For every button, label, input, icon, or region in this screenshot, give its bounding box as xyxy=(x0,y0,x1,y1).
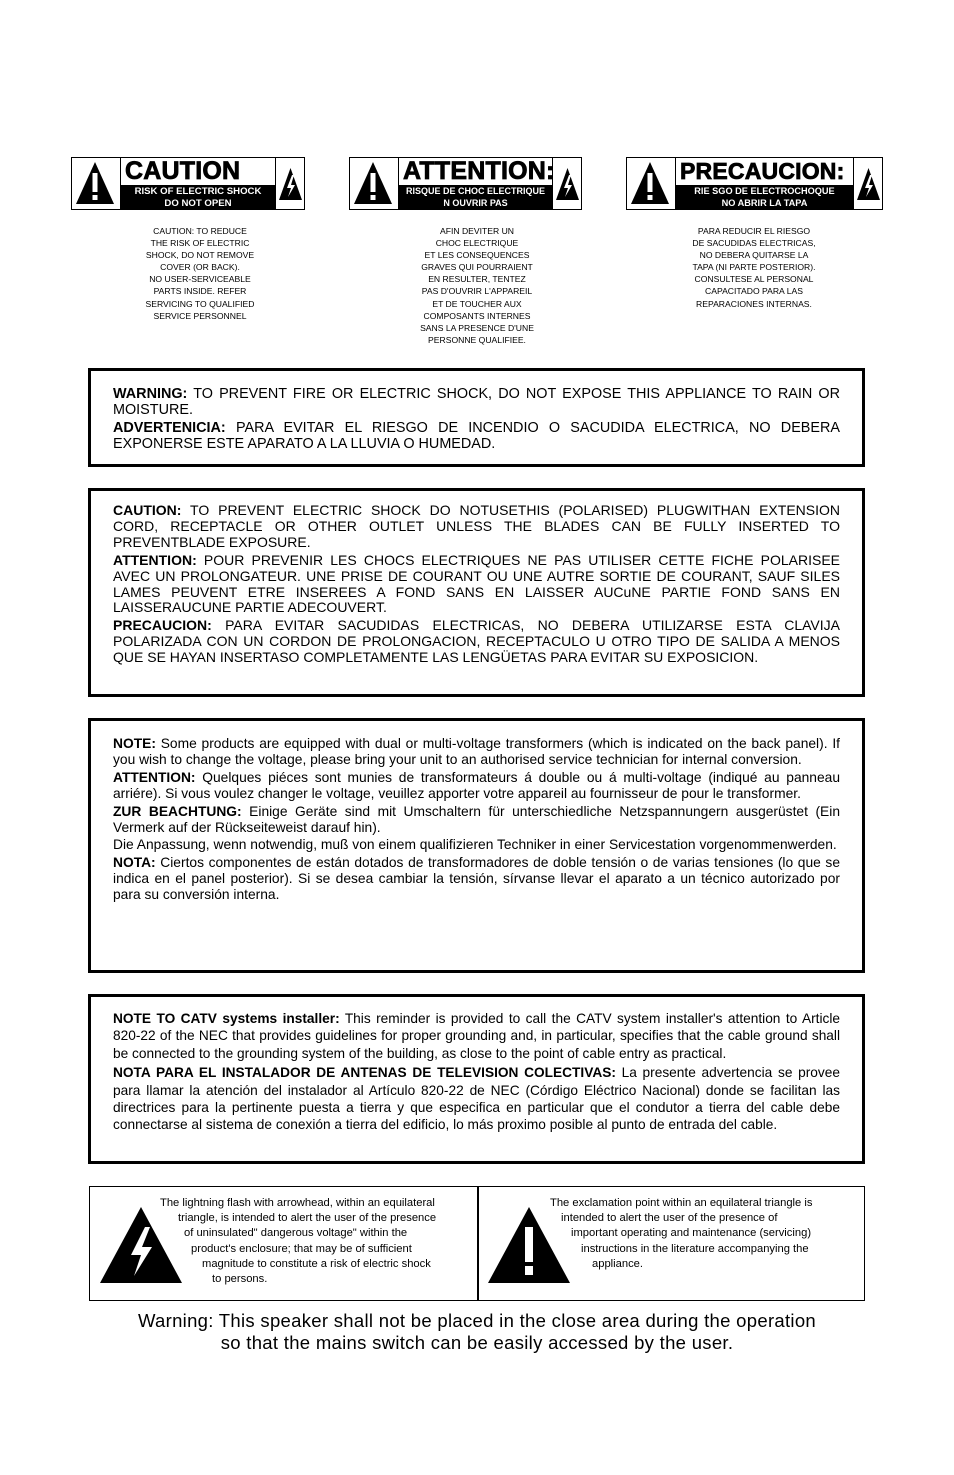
text-line: GRAVES QUI POURRAIENT xyxy=(421,262,533,273)
symbol-explanation-box xyxy=(89,1186,865,1301)
warning-paragraph xyxy=(113,386,840,419)
advertencia-label: ADVERTENICIA: xyxy=(113,419,226,436)
text-line: SERVICING TO QUALIFIED xyxy=(145,298,255,309)
zur-beachtung-label: ZUR BEACHTUNG: xyxy=(113,803,242,819)
attention-paragraph xyxy=(113,770,840,802)
nota-label: NOTA: xyxy=(113,855,156,871)
catv-spanish-paragraph xyxy=(113,1064,840,1134)
zur-beachtung-paragraph xyxy=(113,804,840,836)
text-line: magnitude to constitute a risk of electric shock xyxy=(202,1257,431,1270)
precaucion-heading: PRECAUCION: xyxy=(676,158,853,184)
warning-label: WARNING: xyxy=(113,386,188,402)
attention-paragraph xyxy=(113,553,840,617)
attention-label xyxy=(349,157,582,210)
text-line: REPARACIONES INTERNAS. xyxy=(696,298,812,309)
caution-paragraph xyxy=(113,503,840,551)
catv-note-box xyxy=(88,994,865,1164)
zur-beachtung-text: Einige Geräte sind mit Umschaltern für unterschiedliche Netzspannungern ausgerüstet (Ein Vermerk auf der Rückseiteweist darauf hin). xyxy=(113,803,840,835)
precaucion-label xyxy=(626,157,883,210)
lightning-triangle-icon xyxy=(554,158,581,208)
exclamation-triangle-icon xyxy=(350,158,396,208)
exclamation-triangle-icon xyxy=(627,158,673,208)
warning-text: TO PREVENT FIRE OR ELECTRIC SHOCK, DO NOT EXPOSE THIS APPLIANCE TO RAIN OR MOISTURE. xyxy=(113,386,840,419)
speaker-placement-warning xyxy=(0,1310,954,1354)
text-line: The exclamation point within an equilateral triangle is xyxy=(550,1197,813,1209)
caution-label xyxy=(71,157,305,210)
caution-spanish-text xyxy=(686,225,822,310)
attention-bar xyxy=(399,185,552,209)
attention-heading: ATTENTION: xyxy=(399,158,552,184)
text-line: of uninsulated" dangerous voltage" within the xyxy=(184,1227,408,1240)
text-line: intended to alert the user of the presence of xyxy=(561,1212,778,1225)
polarised-plug-box xyxy=(88,488,865,697)
attention-bar-line: RISQUE DE CHOC ELECTRIQUE xyxy=(405,186,545,196)
precaucion-label-text: PRECAUCION: xyxy=(113,617,212,634)
exclamation-triangle-icon xyxy=(72,158,118,208)
caution-heading: CAUTION xyxy=(121,158,275,184)
voltage-note-box xyxy=(88,718,865,973)
text-line: TAPA (NI PARTE POSTERIOR). xyxy=(692,262,816,273)
anpassung-paragraph: Die Anpassung, wenn notwendig, muß von einem qualifizieren Techniker in einer Servicestation vorgenommenwerden. xyxy=(113,837,837,853)
warning-line: so that the mains switch can be easily accessed by the user. xyxy=(220,1332,734,1353)
text-line: triangle, is intended to alert the user of the presence xyxy=(178,1212,437,1225)
nota-text: Ciertos componentes de están dotados de transformadores de doble tensión o de varias tensiones (lo que se indica en el panel posterior). Si se desea cambiar la tensión, sírvanse llevar el aparato a un técnico autorizado por para su conversión interna. xyxy=(113,855,840,903)
precaucion-bar-line: NO ABRIR LA TAPA xyxy=(721,197,808,208)
lightning-triangle-icon xyxy=(277,158,304,208)
catv-text: This reminder is provided to call the CATV system installer's attention to Article 820-22 of the NEC that provides guidelines for proper grounding and, in particular, specifies that the cable ground shall be connected to the grounding system of the building, as close to the point of cable entry as practical. xyxy=(113,1011,840,1061)
note-label: NOTE: xyxy=(113,736,156,751)
text-line: SANS LA PRESENCE D'UNE xyxy=(420,322,534,333)
text-line: DE SACUDIDAS ELECTRICAS, xyxy=(692,238,816,249)
text-line: SERVICE PERSONNEL xyxy=(153,310,247,321)
attention-label-text: ATTENTION: xyxy=(113,769,196,785)
text-line: PARA REDUCIR EL RIESGO xyxy=(697,226,811,236)
caution-bar xyxy=(121,185,275,209)
caution-label-text: CAUTION: xyxy=(113,502,182,518)
text-line: NO USER-SERVICEABLE xyxy=(149,274,251,285)
attention-bar-line: N OUVRIR PAS xyxy=(443,197,508,208)
text-line: The lightning flash with arrowhead, within an equilateral xyxy=(160,1197,435,1209)
caution-text: TO PREVENT ELECTRIC SHOCK DO NOTUSETHIS (POLARISED) PLUGWITHAN EXTENSION CORD, RECEPTACLE OR OTHER OUTLET UNLESS THE BLADES CAN BE FULLY INSERTED TO PREVENTBLADE EXPOSURE. xyxy=(113,502,840,550)
symbol-divider xyxy=(477,1187,479,1300)
text-line: AFIN DEVITER UN xyxy=(439,226,514,236)
catv-paragraph xyxy=(113,1010,840,1062)
text-line: COMPOSANTS INTERNES xyxy=(423,310,531,321)
text-line: ET DE TOUCHER AUX xyxy=(432,298,522,309)
text-line: product's enclosure; that may be of sufficient xyxy=(191,1242,412,1255)
text-line: NO DEBERA QUITARSE LA xyxy=(699,250,809,261)
warning-line: Warning: This speaker shall not be placed in the close area during the operation xyxy=(137,1310,817,1331)
text-line: to persons. xyxy=(212,1273,268,1286)
advertencia-text: PARA EVITAR EL RIESGO DE INCENDIO O SACUDIDA ELECTRICA, NO DEBERA EXPONERSE ESTE APARATO A LA LLUVIA O HUMEDAD. xyxy=(113,419,840,452)
text-line: instructions in the literature accompanying the xyxy=(581,1242,809,1255)
text-line: CAPACITADO PARA LAS xyxy=(705,286,803,297)
text-line: appliance. xyxy=(592,1257,644,1270)
catv-spanish-label: NOTA PARA EL INSTALADOR DE ANTENAS DE TELEVISION COLECTIVAS: xyxy=(113,1065,616,1081)
attention-label-text: ATTENTION: xyxy=(113,551,197,568)
exclamation-explanation xyxy=(550,1196,812,1272)
text-line: CAUTION: TO REDUCE xyxy=(153,226,247,236)
attention-text: Quelques piéces sont munies de transformateurs á double ou á multi-voltage (indiqué au panneau arriére). Si vous voulez changer le voltage, veuillez apporter votre appareil au fournisseur de pour le transformer. xyxy=(113,769,840,801)
text-line: CHOC ELECTRIQUE xyxy=(435,238,519,249)
caution-bar-line: DO NOT OPEN xyxy=(164,197,232,209)
note-text: Some products are equipped with dual or multi-voltage transformers (which is indicated on the back panel). If you wish to change the voltage, please bring your unit to an authorised service technician for internal conversion. xyxy=(113,736,840,767)
lightning-explanation xyxy=(160,1196,436,1287)
note-paragraph xyxy=(113,736,840,768)
caution-french-text xyxy=(412,225,542,346)
nota-paragraph xyxy=(113,855,840,903)
precaucion-text: PARA EVITAR SACUDIDAS ELECTRICAS, NO DEBERA UTILIZARSE ESTA CLAVIJA POLARIZADA CON UN CORDON DE PROLONGACION, RECEPTACULO U OTRO TIPO DE SALIDA A MENOS QUE SE HAYAN INSERTASO COMPLETAMENTE LAS LENGÜETAS PARA EVITAR SU EXPOSICION. xyxy=(113,617,840,666)
text-line: ET LES CONSEQUENCES xyxy=(424,250,530,261)
precaucion-paragraph xyxy=(113,618,840,666)
text-line: THE RISK OF ELECTRIC xyxy=(150,238,250,249)
text-line: EN RESULTER, TENTEZ xyxy=(428,274,526,285)
text-line: PAS D'OUVRIR L'APPAREIL xyxy=(421,286,533,297)
lightning-triangle-icon xyxy=(855,158,882,208)
text-line: SHOCK, DO NOT REMOVE xyxy=(145,250,255,261)
text-line: important operating and maintenance (servicing) xyxy=(571,1227,812,1240)
catv-label: NOTE TO CATV systems installer: xyxy=(113,1011,340,1026)
precaucion-bar-line: RIE SGO DE ELECTROCHOQUE xyxy=(694,186,835,196)
precaucion-bar xyxy=(676,185,853,209)
text-line: PARTS INSIDE. REFER xyxy=(153,286,247,297)
attention-text: POUR PREVENIR LES CHOCS ELECTRIQUES NE PAS UTILISER CETTE FICHE POLARISEE AVEC UN PROLONGATEUR. UNE PRISE DE COURANT OU UNE AUTRE SORTIE DE COURANT, SAUF SILES LAMES PEUVENT ETRE INSEREES A FOND SANS EN LAISSER AUCuNE PARTIE FOND SANS EN LAISSERAUCUNE PARTIE ADECOUVERT. xyxy=(113,551,840,616)
caution-bar-line: RISK OF ELECTRIC SHOCK xyxy=(134,186,262,197)
advertencia-paragraph xyxy=(113,420,840,453)
warning-box xyxy=(88,368,865,467)
text-line: COVER (OR BACK). xyxy=(160,262,240,273)
caution-english-text xyxy=(140,225,260,322)
text-line: PERSONNE QUALIFIEE. xyxy=(428,334,526,345)
catv-spanish-text: La presente advertencia se provee para llamar la atención del instalador al Artículo 820-22 de NEC (Córdigo Eléctrico Nacional) donde se facilitan las directrices para la pertinente puesta a tierra y que especifica en particular que el condutor a tierra del cable debe connectarse al sistema de conexión a tierra del edificio, lo más proximo posible al punto de entrada del cable. xyxy=(113,1065,840,1133)
text-line: CONSULTESE AL PERSONAL xyxy=(694,274,814,285)
